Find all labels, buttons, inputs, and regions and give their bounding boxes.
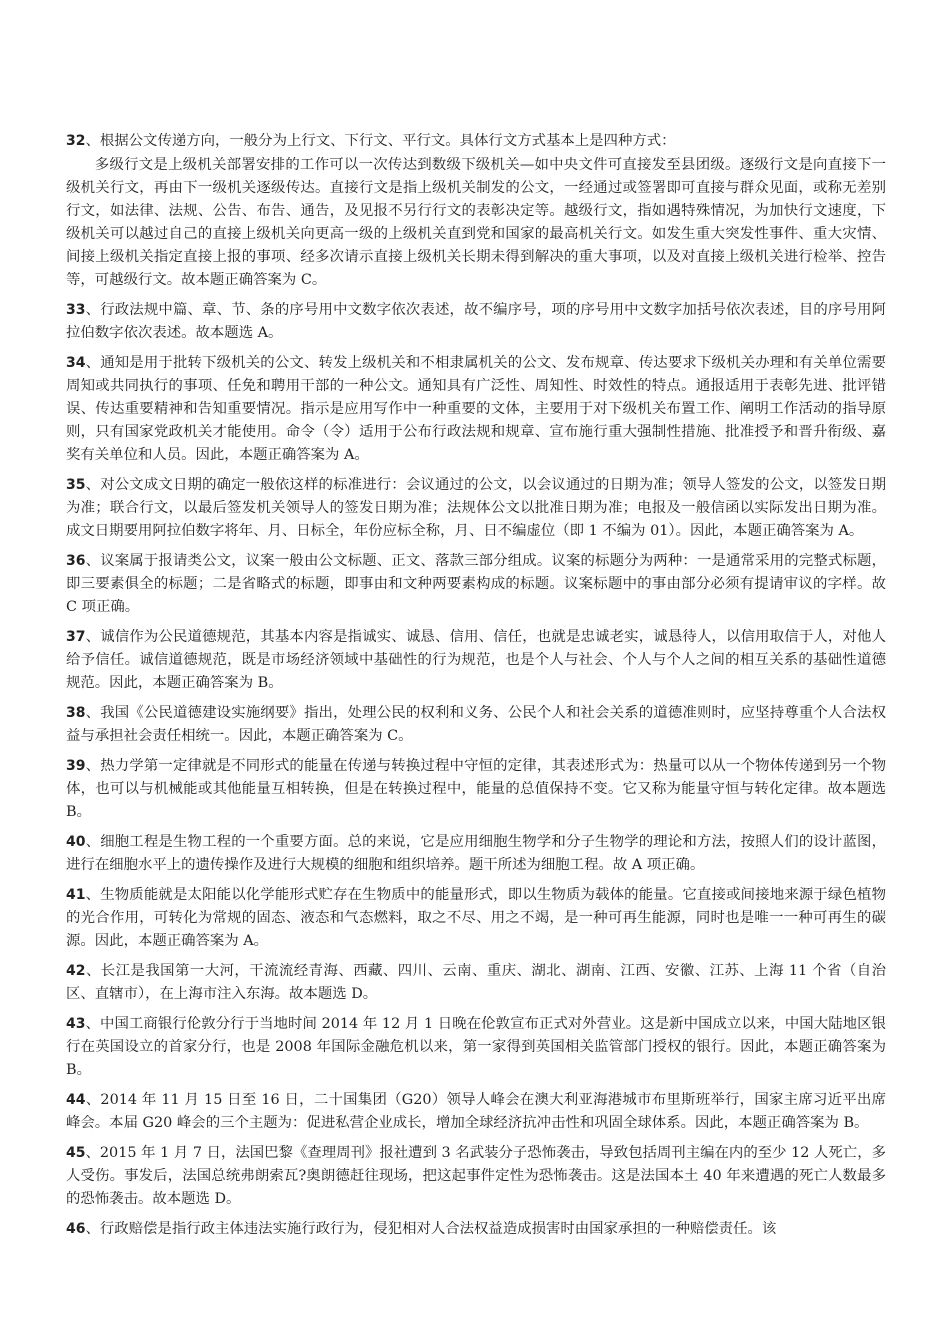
question-number: 43	[66, 1016, 86, 1032]
paragraph-text: 、长江是我国第一大河，干流流经青海、西藏、四川、云南、重庆、湖北、湖南、江西、安徽、江苏、上海 11 个省（自治区、直辖市），在上海市注入东海。故本题选 D。	[66, 963, 886, 1002]
paragraph-text: 、2015 年 1 月 7 日，法国巴黎《查理周刊》报社遭到 3 名武装分子恐怖袭击，导致包括周刊主编在内的至少 12 人死亡，多人受伤。事发后，法国总统弗朗索瓦?奥朗德赶往现场，把这起事件定性为恐怖袭击。这是法国本土 40 年来遭遇的死亡人数最多的恐怖袭击。故本题选 D。	[66, 1145, 886, 1207]
paragraph-text: 、我国《公民道德建设实施纲要》指出，处理公民的权利和义务、公民个人和社会关系的道德准则时，应坚持尊重个人合法权益与承担社会责任相统一。因此，本题正确答案为 C。	[66, 705, 886, 744]
answer-paragraph-46	[66, 1218, 886, 1241]
question-number: 34	[66, 355, 86, 371]
paragraph-text: 、通知是用于批转下级机关的公文、转发上级机关和不相隶属机关的公文、发布规章、传达要求下级机关办理和有关单位需要周知或共同执行的事项、任免和聘用干部的一种公文。通知具有广泛性、周知性、时效性的特点。通报适用于表彰先进、批评错误、传达重要精神和告知重要情况。指示是应用写作中一种重要的文体，主要用于对下级机关布置工作、阐明工作活动的指导原则，只有国家党政机关才能使用。命令（令）适用于公布行政法规和规章、宣布施行重大强制性措施、批准授予和晋升衔级、嘉奖有关单位和人员。因此，本题正确答案为 A。	[66, 355, 886, 463]
paragraph-text: 、细胞工程是生物工程的一个重要方面。总的来说，它是应用细胞生物学和分子生物学的理论和方法，按照人们的设计蓝图，进行在细胞水平上的遗传操作及进行大规模的细胞和组织培养。题干所述为细胞工程。故 A 项正确。	[66, 834, 886, 873]
paragraph-text: 、行政法规中篇、章、节、条的序号用中文数字依次表述，故不编序号，项的序号用中文数字加括号依次表述，目的序号用阿拉伯数字依次表述。故本题选 A。	[66, 302, 886, 341]
answer-paragraph-35	[66, 474, 886, 543]
question-number: 40	[66, 834, 86, 850]
paragraph-text: 、诚信作为公民道德规范，其基本内容是指诚实、诚恳、信用、信任，也就是忠诚老实，诚恳待人，以信用取信于人，对他人给予信任。诚信道德规范，既是市场经济领域中基础性的行为规范，也是个人与社会、个人与个人之间的相互关系的基础性道德规范。因此，本题正确答案为 B。	[66, 629, 886, 691]
question-number: 45	[66, 1145, 86, 1161]
paragraph-text: 、根据公文传递方向，一般分为上行文、下行文、平行文。具体行文方式基本上是四种方式：	[85, 133, 676, 149]
answer-paragraph-38	[66, 702, 886, 748]
answer-paragraph-44	[66, 1089, 886, 1135]
question-number: 41	[66, 887, 86, 903]
question-number: 35	[66, 477, 86, 493]
paragraph-text: 、对公文成文日期的确定一般依这样的标准进行：会议通过的公文，以会议通过的日期为准；领导人签发的公文，以签发日期为准；联合行文，以最后签发机关领导人的签发日期为准；法规体公文以批准日期为准；电报及一般信函以实际发出日期为准。成文日期要用阿拉伯数字将年、月、日标全，年份应标全称，月、日不编虚位（即 1 不编为 01）。因此，本题正确答案为 A。	[66, 477, 886, 539]
answer-paragraph-42	[66, 960, 886, 1006]
paragraph-text: 、议案属于报请类公文，议案一般由公文标题、正文、落款三部分组成。议案的标题分为两种：一是通常采用的完整式标题，即三要素俱全的标题；二是省略式的标题，即事由和文种两要素构成的标题。议案标题中的事由部分必须有提请审议的字样。故 C 项正确。	[66, 553, 886, 615]
question-number: 46	[66, 1221, 86, 1237]
paragraph-text: 、2014 年 11 月 15 日至 16 日，二十国集团（G20）领导人峰会在澳大利亚海港城市布里斯班举行，国家主席习近平出席峰会。本届 G20 峰会的三个主题为：促进私营企业成长，增加全球经济抗冲击性和巩固全球体系。因此，本题正确答案为 B。	[66, 1092, 886, 1131]
answer-paragraph-32	[66, 130, 886, 153]
answer-paragraph-36	[66, 550, 886, 619]
answer-paragraph-45	[66, 1142, 886, 1211]
answer-paragraph-37	[66, 626, 886, 695]
answer-paragraph-43	[66, 1013, 886, 1082]
answer-paragraph-34	[66, 352, 886, 467]
answer-paragraph-33	[66, 299, 886, 345]
answer-paragraph-40	[66, 831, 886, 877]
answer-paragraph-32-body	[66, 154, 886, 292]
question-number: 38	[66, 705, 86, 721]
question-number: 42	[66, 963, 86, 979]
question-number: 39	[66, 758, 86, 774]
answer-paragraph-41	[66, 884, 886, 953]
question-number: 37	[66, 629, 86, 645]
question-number: 33	[66, 302, 86, 318]
paragraph-text: 、中国工商银行伦敦分行于当地时间 2014 年 12 月 1 日晚在伦敦宣布正式对外营业。这是新中国成立以来，中国大陆地区银行在英国设立的首家分行，也是 2008 年国际金融危机以来，第一家得到英国相关监管部门授权的银行。因此，本题正确答案为 B。	[66, 1016, 886, 1078]
question-number: 44	[66, 1092, 86, 1108]
paragraph-text: 、热力学第一定律就是不同形式的能量在传递与转换过程中守恒的定律，其表述形式为：热量可以从一个物体传递到另一个物体，也可以与机械能或其他能量互相转换，但是在转换过程中，能量的总值保持不变。它又称为能量守恒与转化定律。故本题选 B。	[66, 758, 886, 820]
question-number: 32	[66, 133, 86, 149]
paragraph-text: 多级行文是上级机关部署安排的工作可以一次传达到数级下级机关—如中央文件可直接发至县团级。逐级行文是向直接下一级机关行文，再由下一级机关逐级传达。直接行文是指上级机关制发的公文，一经通过或签署即可直接与群众见面，或称无差别行文，如法律、法规、公告、布告、通告，及见报不另行行文的表彰决定等。越级行文，指如遇特殊情况，为加快行文速度，下级机关可以越过自己的直接上级机关向更高一级的上级机关直到党和国家的最高机关行文。如发生重大突发性事件、重大灾情、间接上级机关指定直接上报的事项、经多次请示直接上级机关长期未得到解决的重大事项，以及对直接上级机关进行检举、控告等，可越级行文。故本题正确答案为 C。	[66, 157, 886, 288]
paragraph-text: 、生物质能就是太阳能以化学能形式贮存在生物质中的能量形式，即以生物质为载体的能量。它直接或间接地来源于绿色植物的光合作用，可转化为常规的固态、液态和气态燃料，取之不尽、用之不竭，是一种可再生能源，同时也是唯一一种可再生的碳源。因此，本题正确答案为 A。	[66, 887, 886, 949]
document-page	[66, 130, 886, 1248]
answer-paragraph-39	[66, 755, 886, 824]
question-number: 36	[66, 553, 86, 569]
paragraph-text: 、行政赔偿是指行政主体违法实施行政行为，侵犯相对人合法权益造成损害时由国家承担的一种赔偿责任。该	[85, 1221, 777, 1237]
